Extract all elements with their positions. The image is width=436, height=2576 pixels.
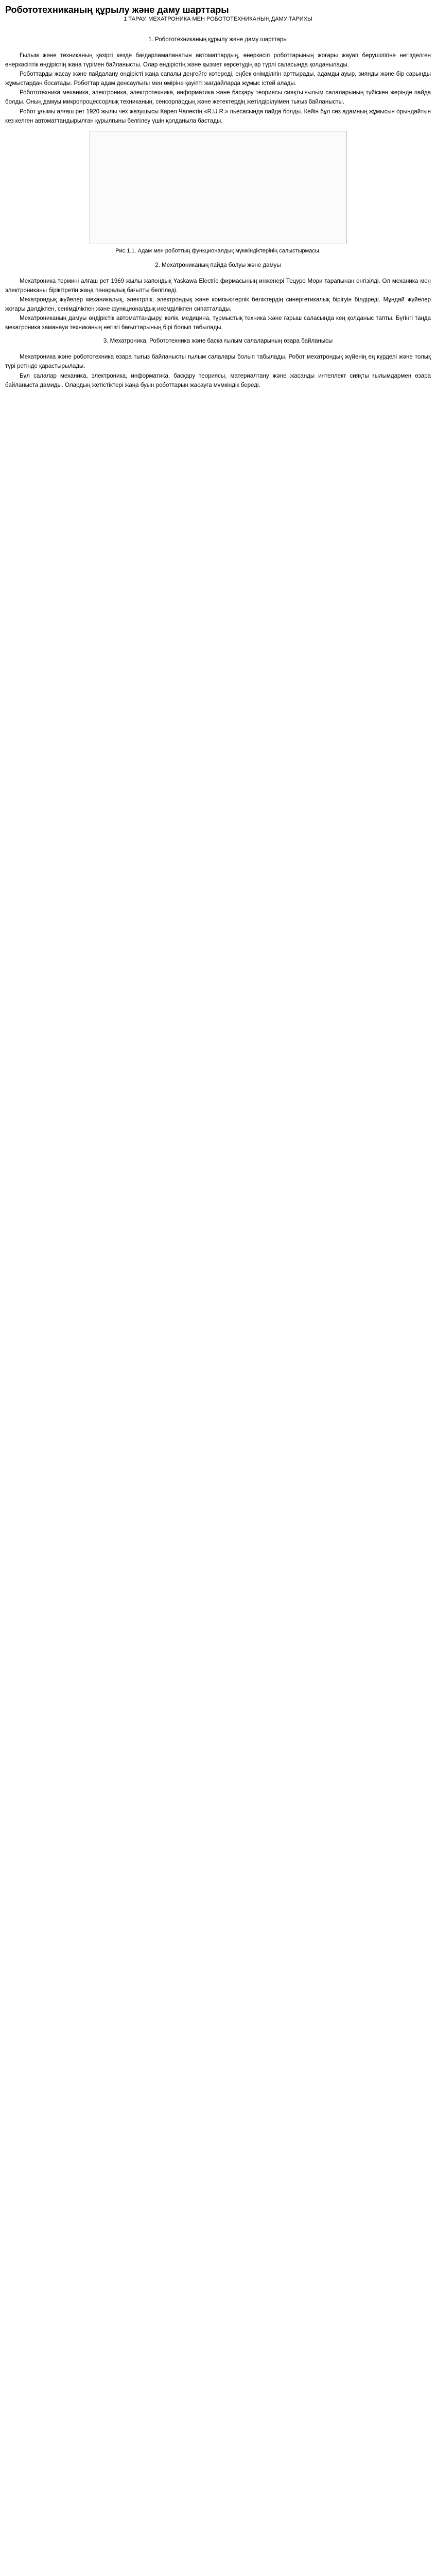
- paragraph: Мехатрондық жүйелер механикалық, электрлік, электрондық және компьютерлік бөліктердің синергетикалық бірігуін білдіреді. Мұндай жүйелер жоғары дәлдікпен, сенімділікпен және функционалдық икемділікпен сипатталады.: [5, 296, 431, 313]
- paragraph: Мехатроника термині алғаш рет 1969 жылы жапондық Yaskawa Electric фирмасының инженері Тецуро Мори тарапынан енгізілді. Ол механика мен электрониканы біріктіретін жаңа пәнаралық бағытты белгіледі.: [5, 278, 431, 294]
- section-2-heading: 2. Мехатрониканың пайда болуы және дамуы: [155, 262, 281, 268]
- section-3-heading: 3. Мехатроника, Робототехника және басқа ғылым салаларының өзара байланысы: [103, 338, 333, 345]
- chapter-subtitle: 1 ТАРАУ. МЕХАТРОНИКА МЕН РОБОТОТЕХНИКАНЫҢ ДАМУ ТАРИХЫ: [124, 16, 312, 22]
- paragraph: Робототехника механика, электроника, электротехника, информатика және басқару теориясы сияқты ғылым салаларының түйіскен жерінде пайда болды. Оның дамуы микропроцессорлық техниканың, сенсорлардың және жетектердің жетілдірілуімен тығыз байланысты.: [5, 90, 431, 106]
- paragraph: Ғылым және техниканың қазіргі кезде бағдарламаланатын автоматтардың, өнеркәсіп роботтарының жоғары жауап берушілігіне негізделген өнеркәсіптік өндірістің жаңа түрімен байланысты. Олар өндірістің және қызмет көрсетудің әр түрлі саласында қолданылады.: [5, 53, 431, 69]
- paragraph: Роботтарды жасау және пайдалану өндірісті жаңа сапалы деңгейге көтереді, еңбек өнімділігін арттырады, адамды ауыр, зиянды және бір сарынды жұмыстардан босатады. Роботтар адам денсаулығы мен өміріне қауіпті жағдайларда жұмыс істей алады.: [5, 71, 431, 87]
- paragraph: Мехатрониканың дамуы өндірістік автоматтандыру, көлік, медицина, тұрмыстық техника және ғарыш саласында кең қолданыс тапты. Бүгінгі таңда мехатроника заманауи техниканың негізгі бағыттарының бірі болып табылады.: [5, 315, 431, 331]
- figure-1-image: [90, 131, 347, 244]
- figure-1-caption: Рис.1.1. Адам мен роботтың функционалдық мүмкіндіктерінің салыстырмасы.: [115, 247, 321, 254]
- section-1-heading: 1. Робототехниканың құрылу және даму шарттары: [148, 37, 288, 43]
- paragraph: Бұл салалар механика, электроника, информатика, басқару теориясы, материалтану және жасанды интеллект сияқты ғылымдармен өзара байланыста дамиды. Олардың жетістіктері жаңа буын роботтарын жасауға мүмкіндік береді.: [5, 372, 431, 388]
- document-title: Робототехниканың құрылу және даму шарттары: [5, 5, 229, 15]
- paragraph: Робот ұғымы алғаш рет 1920 жылы чех жазушысы Карел Чапектің «R.U.R.» пьесасында пайда болды. Кейін бұл сөз адамның жұмысын орындайтын кез келген автоматтандырылған құрылғыны белгілеу үшін қолданыла бастады.: [5, 108, 431, 124]
- paragraph: Мехатроника және робототехника өзара тығыз байланысты ғылым салалары болып табылады. Робот мехатрондық жүйенің ең күрделі және толық түрі ретінде қарастырылады.: [5, 354, 431, 370]
